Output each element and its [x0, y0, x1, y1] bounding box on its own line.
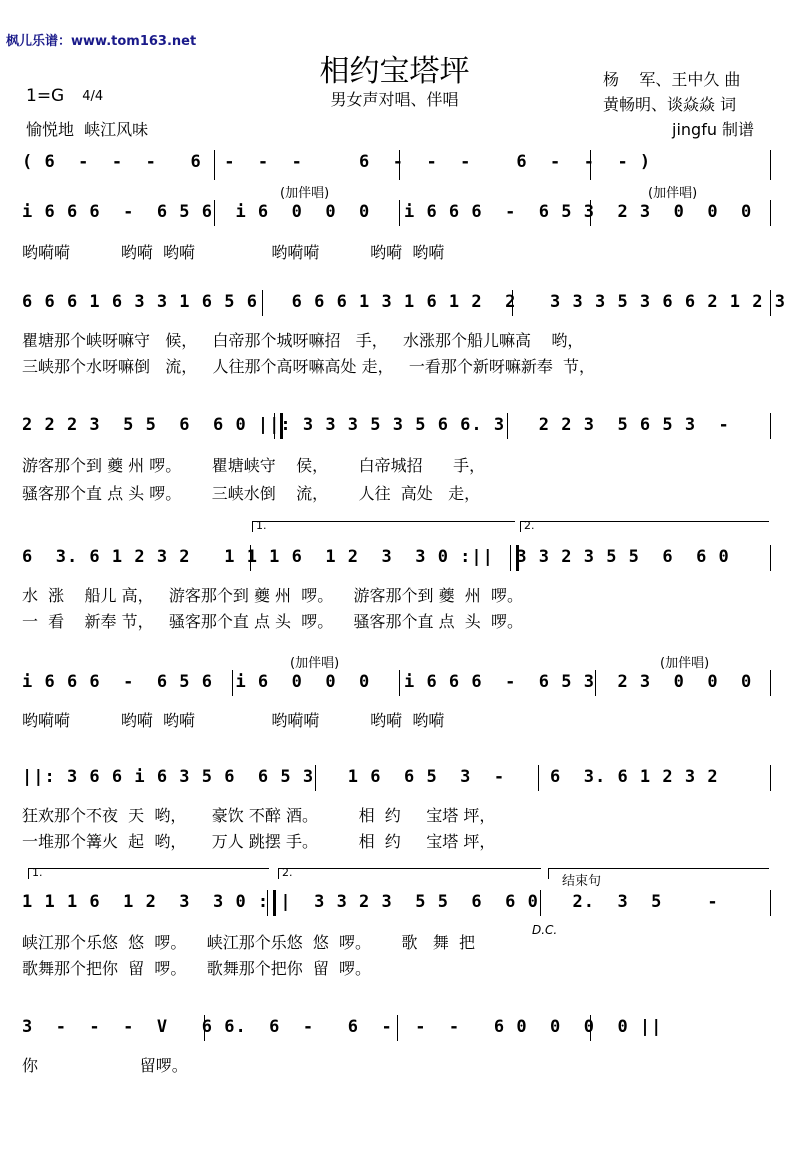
lyric-line-2: 一堆那个篝火 起 哟， 万人 跳摆 手。 相 约 宝塔 坪， [22, 832, 496, 851]
barline [214, 150, 215, 180]
lyricist-credit: 黄畅明、谈焱焱 词 [603, 95, 737, 114]
ending-label: 结束句 [562, 874, 602, 889]
song-subtitle: 男女声对唱、伴唱 [330, 90, 459, 109]
lyric-line-1: 游客那个到 夔 州 啰。 瞿塘峡守 侯， 白帝城招 手， [22, 456, 486, 475]
volta-label: 1. [256, 519, 267, 532]
time-signature [74, 76, 103, 104]
lyric-line-2: 歌舞那个把你 留 啰。 歌舞那个把你 留 啰。 [22, 959, 372, 978]
volta-bracket-2 [520, 521, 769, 532]
barline [770, 545, 771, 571]
lyric-line-2: 骚客那个直 点 头 啰。 三峡水倒 流， 人往 高处 走， [22, 484, 481, 503]
barline [262, 290, 263, 316]
score-row-4 [22, 413, 772, 513]
notation-line: i 6 6 6 - 6 5 6 i 6 0 0 0 i 6 6 6 - 6 5 3 2 3 0 0 0 [22, 672, 753, 692]
barline [595, 670, 596, 696]
repeat-end-barline [267, 890, 276, 916]
time-signature-label: 4/4 [82, 89, 104, 104]
barline [399, 670, 400, 696]
barline [538, 765, 539, 791]
composer-credit: 杨 军、王中久 曲 [603, 70, 741, 89]
key-signature: 1=G [26, 86, 65, 106]
tempo-style: 愉悦地 峡江风味 [26, 120, 149, 139]
barline [315, 765, 316, 791]
score-row-5 [22, 545, 772, 635]
notation-line: 3 - - - V 6 6. 6 - 6 - - - 6 0 0 0 0 || [22, 1017, 663, 1037]
volta-label: 2. [282, 866, 293, 879]
barline [590, 200, 591, 226]
volta-bracket-1 [252, 521, 515, 532]
accompaniment-note: (加伴唱) [280, 186, 330, 201]
barline [512, 290, 513, 316]
score-row-6 [22, 670, 772, 740]
barline [397, 1015, 398, 1041]
barline [770, 765, 771, 791]
song-title: 相约宝塔坪 [319, 54, 470, 89]
barline [770, 670, 771, 696]
notation-line: ( 6 - - - 6 - - - 6 - - - 6 - - - ) [22, 152, 652, 172]
accompaniment-note: (加伴唱) [648, 186, 698, 201]
accompaniment-note: (加伴唱) [660, 656, 710, 671]
notation-line: 6 3. 6 1 2 3 2 1 1 1 6 1 2 3 3 0 :|| 3 3 2 3 5 5 6 6 0 [22, 547, 730, 567]
lyric-line-1: 哟嗬嗬 哟嗬 哟嗬 哟嗬嗬 哟嗬 哟嗬 [22, 243, 445, 262]
da-capo-mark: D.C. [532, 923, 558, 937]
accompaniment-note: (加伴唱) [290, 656, 340, 671]
volta-bracket-2 [278, 868, 541, 879]
lyric-line-1: 你 留啰。 [22, 1056, 188, 1075]
repeat-end-barline [510, 545, 519, 571]
barline [770, 890, 771, 916]
volta-label: 2. [524, 519, 535, 532]
notation-line: 2 2 2 3 5 5 6 6 0 ||: 3 3 3 5 3 5 6 6. 3 2 2 3 5 6 5 3 - [22, 415, 730, 435]
barline [590, 1015, 591, 1041]
barline [770, 290, 771, 316]
barline [507, 413, 508, 439]
volta-bracket-1 [28, 868, 269, 879]
lyric-line-1: 哟嗬嗬 哟嗬 哟嗬 哟嗬嗬 哟嗬 哟嗬 [22, 711, 445, 730]
notation-line: ||: 3 6 6 i 6 3 5 6 6 5 3 1 6 6 5 3 - 6 3. 6 1 2 3 2 [22, 767, 719, 787]
score-row-7 [22, 765, 772, 855]
barline [204, 1015, 205, 1041]
score-row-9 [22, 1015, 772, 1085]
notation-line: i 6 6 6 - 6 5 6 i 6 0 0 0 i 6 6 6 - 6 5 3 2 3 0 0 0 [22, 202, 753, 222]
notation-line: 6 6 6 1 6 3 3 1 6 5 6 6 6 6 1 3 1 6 1 2 2 3 3 3 5 3 6 6 2 1 2 3 [22, 292, 786, 312]
notation-line: 1 1 1 6 1 2 3 3 0 :|| 3 3 2 3 5 5 6 6 0 2. 3 5 - [22, 892, 719, 912]
lyric-line-1: 狂欢那个不夜 天 哟， 豪饮 不醉 酒。 相 约 宝塔 坪， [22, 806, 496, 825]
score-row-8 [22, 890, 772, 985]
barline [399, 150, 400, 180]
barline [214, 200, 215, 226]
barline [590, 150, 591, 180]
lyric-line-1: 水 涨 船儿 高， 游客那个到 夔 州 啰。 游客那个到 夔 州 啰。 [22, 586, 523, 605]
barline [770, 150, 771, 180]
barline [540, 890, 541, 916]
barline [770, 413, 771, 439]
repeat-start-barline [274, 413, 283, 439]
volta-label: 1. [32, 866, 43, 879]
barline [250, 545, 251, 571]
engraver-credit: jingfu 制谱 [672, 120, 755, 139]
barline [232, 670, 233, 696]
site-watermark: 枫儿乐谱：www.tom163.net [6, 34, 197, 49]
lyric-line-2: 一 看 新奉 节， 骚客那个直 点 头 啰。 骚客那个直 点 头 啰。 [22, 612, 523, 631]
barline [770, 200, 771, 226]
lyric-line-1: 峡江那个乐悠 悠 啰。 峡江那个乐悠 悠 啰。 歌 舞 把 [22, 933, 475, 952]
score-row-2 [22, 200, 772, 270]
barline [399, 200, 400, 226]
lyric-line-1: 瞿塘那个峡呀嘛守 候， 白帝那个城呀嘛招 手， 水涨那个船儿嘛高 哟， [22, 331, 584, 350]
lyric-line-2: 三峡那个水呀嘛倒 流， 人往那个高呀嘛高处 走， 一看那个新呀嘛新奉 节， [22, 357, 596, 376]
score-row-3 [22, 290, 786, 380]
